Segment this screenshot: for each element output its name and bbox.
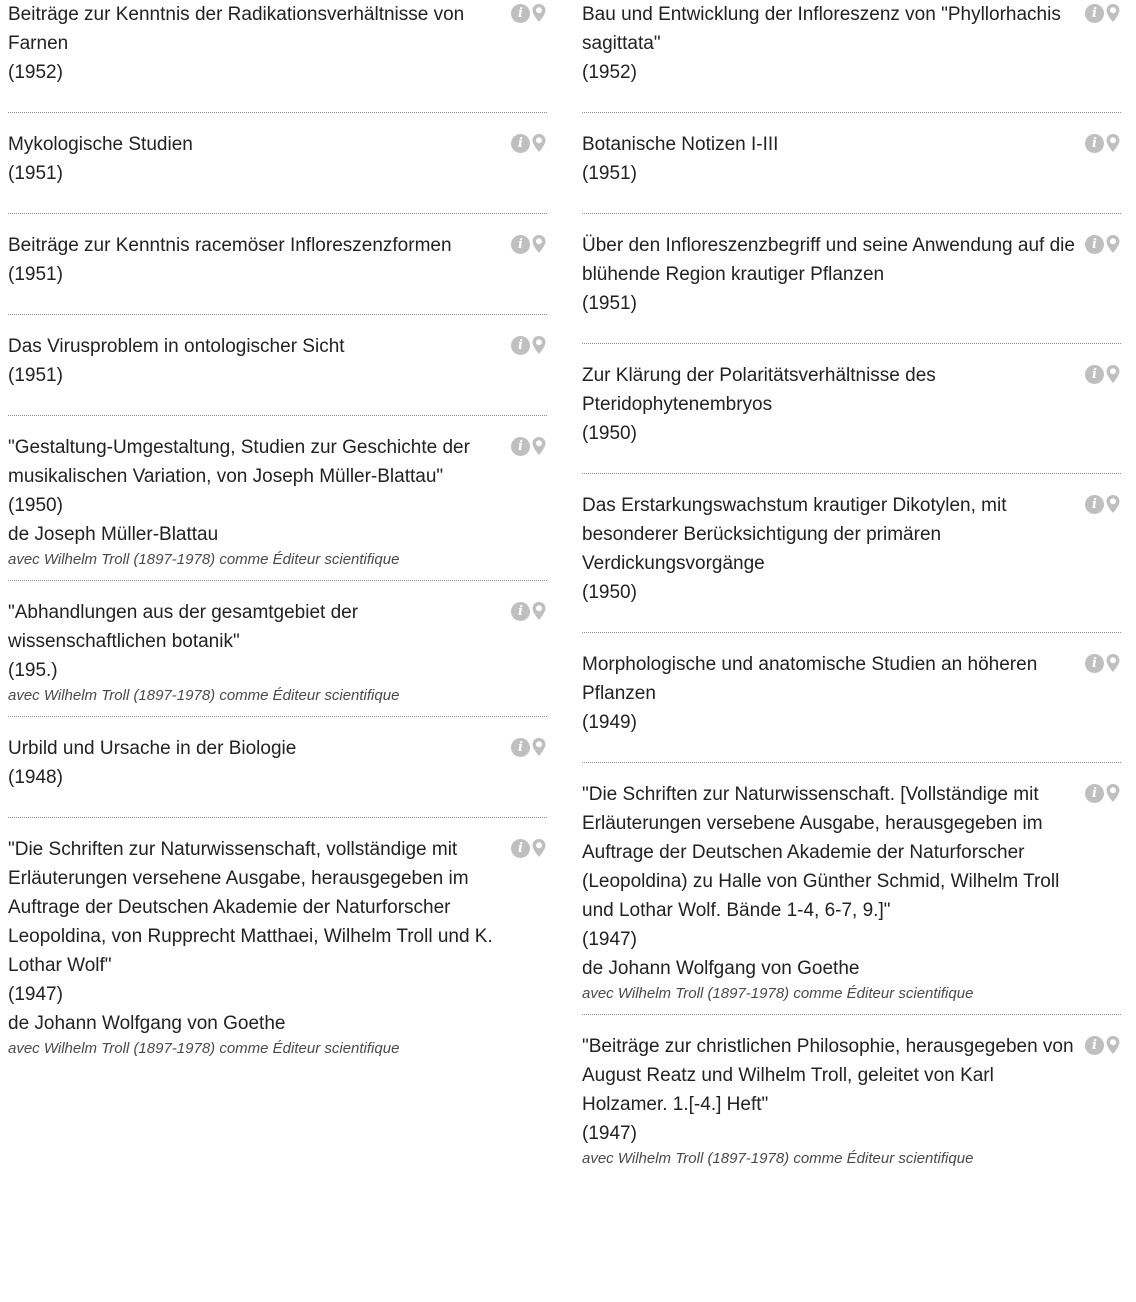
info-icon[interactable] bbox=[511, 602, 530, 621]
publication-year: (1947) bbox=[8, 984, 63, 1005]
publication-year: (1951) bbox=[8, 163, 63, 184]
publication-role: avec Wilhelm Troll (1897-1978) comme Éditeur scientifique bbox=[8, 1040, 400, 1057]
publication-year: (195.) bbox=[8, 660, 58, 681]
map-pin-icon[interactable] bbox=[1105, 234, 1121, 254]
publication-entry bbox=[582, 0, 1121, 113]
publication-title[interactable]: Urbild und Ursache in der Biologie bbox=[8, 738, 297, 759]
map-pin-icon[interactable] bbox=[1105, 783, 1121, 803]
publication-title[interactable]: Zur Klärung der Polaritätsverhältnisse des Pteridophytenembryos bbox=[582, 365, 936, 415]
info-glyph: i bbox=[1092, 496, 1097, 512]
map-pin-icon[interactable] bbox=[531, 436, 547, 456]
entry-actions bbox=[1085, 783, 1121, 803]
publication-grid bbox=[8, 0, 1128, 1179]
publication-entry bbox=[8, 581, 547, 717]
info-glyph: i bbox=[518, 603, 523, 619]
info-icon[interactable] bbox=[1085, 654, 1104, 673]
map-pin-icon[interactable] bbox=[531, 838, 547, 858]
map-pin-icon[interactable] bbox=[1105, 1035, 1121, 1055]
publication-entry bbox=[582, 344, 1121, 474]
publication-title[interactable]: "Die Schriften zur Naturwissenschaft. [Vollständige mit Erläuterungen versebene Ausgabe, herausgegeben im Auftrage der Deutschen Akademie der Naturforscher (Leopoldina) zu Halle von Günther Schmid, Wilhelm Troll und Lothar Wolf. Bände 1-4, 6-7, 9.]" bbox=[582, 784, 1060, 921]
map-pin-icon[interactable] bbox=[531, 737, 547, 757]
publication-year: (1951) bbox=[582, 163, 637, 184]
info-glyph: i bbox=[1092, 5, 1097, 21]
publication-title[interactable]: Botanische Notizen I-III bbox=[582, 134, 779, 155]
info-glyph: i bbox=[518, 739, 523, 755]
info-glyph: i bbox=[1092, 366, 1097, 382]
info-icon[interactable] bbox=[511, 134, 530, 153]
info-icon[interactable] bbox=[511, 336, 530, 355]
entry-actions bbox=[1085, 494, 1121, 514]
publication-author[interactable]: de Joseph Müller-Blattau bbox=[8, 524, 219, 545]
publication-year: (1951) bbox=[8, 365, 63, 386]
publication-role: avec Wilhelm Troll (1897-1978) comme Éditeur scientifique bbox=[582, 985, 974, 1002]
publication-title[interactable]: "Beiträge zur christlichen Philosophie, herausgegeben von August Reatz und Wilhelm Troll, geleitet von Karl Holzamer. 1.[-4.] Heft" bbox=[582, 1036, 1074, 1115]
publication-author[interactable]: de Johann Wolfgang von Goethe bbox=[582, 958, 860, 979]
info-glyph: i bbox=[1092, 655, 1097, 671]
info-icon[interactable] bbox=[511, 839, 530, 858]
info-glyph: i bbox=[518, 236, 523, 252]
publication-year: (1951) bbox=[8, 264, 63, 285]
publication-author[interactable]: de Johann Wolfgang von Goethe bbox=[8, 1013, 286, 1034]
map-pin-icon[interactable] bbox=[1105, 653, 1121, 673]
publication-year: (1951) bbox=[582, 293, 637, 314]
publication-entry bbox=[582, 474, 1121, 633]
publication-entry bbox=[582, 214, 1121, 344]
publication-title[interactable]: Das Virusproblem in ontologischer Sicht bbox=[8, 336, 345, 357]
info-glyph: i bbox=[1092, 1037, 1097, 1053]
publication-title[interactable]: Mykologische Studien bbox=[8, 134, 193, 155]
entry-actions bbox=[1085, 234, 1121, 254]
entry-actions bbox=[511, 838, 547, 858]
entry-actions bbox=[511, 436, 547, 456]
publication-year: (1947) bbox=[582, 929, 637, 950]
publication-entry bbox=[582, 1015, 1121, 1179]
entry-actions bbox=[1085, 3, 1121, 23]
publication-year: (1952) bbox=[582, 62, 637, 83]
entry-actions bbox=[511, 234, 547, 254]
publication-entry bbox=[8, 315, 547, 416]
publication-title[interactable]: Beiträge zur Kenntnis racemöser Infloreszenzformen bbox=[8, 235, 452, 256]
publication-title[interactable]: Bau und Entwicklung der Infloreszenz von "Phyllorhachis sagittata" bbox=[582, 4, 1061, 54]
publication-year: (1948) bbox=[8, 767, 63, 788]
map-pin-icon[interactable] bbox=[531, 335, 547, 355]
publication-role: avec Wilhelm Troll (1897-1978) comme Éditeur scientifique bbox=[8, 551, 400, 568]
publication-entry bbox=[8, 214, 547, 315]
entry-actions bbox=[1085, 1035, 1121, 1055]
info-icon[interactable] bbox=[1085, 784, 1104, 803]
info-glyph: i bbox=[1092, 236, 1097, 252]
info-icon[interactable] bbox=[1085, 4, 1104, 23]
publication-title[interactable]: "Gestaltung-Umgestaltung, Studien zur Geschichte der musikalischen Variation, von Joseph Müller-Blattau" bbox=[8, 437, 470, 487]
publication-entry bbox=[582, 113, 1121, 214]
publication-title[interactable]: Über den Infloreszenzbegriff und seine Anwendung auf die blühende Region krautiger Pflanzen bbox=[582, 235, 1075, 285]
entry-actions bbox=[1085, 653, 1121, 673]
map-pin-icon[interactable] bbox=[531, 3, 547, 23]
info-icon[interactable] bbox=[511, 738, 530, 757]
map-pin-icon[interactable] bbox=[531, 601, 547, 621]
info-icon[interactable] bbox=[1085, 1036, 1104, 1055]
map-pin-icon[interactable] bbox=[1105, 494, 1121, 514]
info-glyph: i bbox=[1092, 785, 1097, 801]
map-pin-icon[interactable] bbox=[1105, 133, 1121, 153]
publication-entry bbox=[8, 0, 547, 113]
publication-title[interactable]: Das Erstarkungswachstum krautiger Dikotylen, mit besonderer Berücksichtigung der primären Verdickungsvorgänge bbox=[582, 495, 1007, 574]
publication-year: (1952) bbox=[8, 62, 63, 83]
entry-actions bbox=[511, 3, 547, 23]
publication-role: avec Wilhelm Troll (1897-1978) comme Éditeur scientifique bbox=[8, 687, 400, 704]
info-icon[interactable] bbox=[511, 235, 530, 254]
info-glyph: i bbox=[518, 438, 523, 454]
entry-actions bbox=[511, 335, 547, 355]
publication-year: (1947) bbox=[582, 1123, 637, 1144]
publication-entry bbox=[582, 763, 1121, 1015]
entry-actions bbox=[1085, 364, 1121, 384]
info-icon[interactable] bbox=[1085, 495, 1104, 514]
entry-actions bbox=[511, 737, 547, 757]
map-pin-icon[interactable] bbox=[1105, 3, 1121, 23]
entry-actions bbox=[511, 133, 547, 153]
info-glyph: i bbox=[518, 135, 523, 151]
publication-role: avec Wilhelm Troll (1897-1978) comme Éditeur scientifique bbox=[582, 1150, 974, 1167]
info-icon[interactable] bbox=[1085, 365, 1104, 384]
publication-column-right bbox=[582, 0, 1121, 1179]
publication-title[interactable]: Morphologische und anatomische Studien an höheren Pflanzen bbox=[582, 654, 1038, 704]
info-icon[interactable] bbox=[511, 437, 530, 456]
info-glyph: i bbox=[518, 5, 523, 21]
map-pin-icon[interactable] bbox=[531, 133, 547, 153]
publication-title[interactable]: "Abhandlungen aus der gesamtgebiet der wissenschaftlichen botanik" bbox=[8, 602, 359, 652]
publication-entry bbox=[8, 416, 547, 581]
publication-year: (1950) bbox=[8, 495, 63, 516]
info-icon[interactable] bbox=[1085, 134, 1104, 153]
publication-title[interactable]: Beiträge zur Kenntnis der Radikationsverhältnisse von Farnen bbox=[8, 4, 465, 54]
entry-actions bbox=[511, 601, 547, 621]
publication-entry bbox=[582, 633, 1121, 763]
info-glyph: i bbox=[518, 840, 523, 856]
publication-year: (1950) bbox=[582, 423, 637, 444]
publication-column-left bbox=[8, 0, 547, 1179]
publication-entry bbox=[8, 818, 547, 1069]
publication-entry bbox=[8, 113, 547, 214]
map-pin-icon[interactable] bbox=[1105, 364, 1121, 384]
entry-actions bbox=[1085, 133, 1121, 153]
map-pin-icon[interactable] bbox=[531, 234, 547, 254]
info-icon[interactable] bbox=[1085, 235, 1104, 254]
publication-entry bbox=[8, 717, 547, 818]
info-glyph: i bbox=[1092, 135, 1097, 151]
info-glyph: i bbox=[518, 337, 523, 353]
publication-title[interactable]: "Die Schriften zur Naturwissenschaft, vollständige mit Erläuterungen versehene Ausgabe, herausgegeben im Auftrage der Deutschen Akademie der Naturforscher Leopoldina, von Rupprecht Matthaei, Wilhelm Troll und K. Lothar Wolf" bbox=[8, 839, 493, 976]
publication-year: (1949) bbox=[582, 712, 637, 733]
info-icon[interactable] bbox=[511, 4, 530, 23]
publication-year: (1950) bbox=[582, 582, 637, 603]
